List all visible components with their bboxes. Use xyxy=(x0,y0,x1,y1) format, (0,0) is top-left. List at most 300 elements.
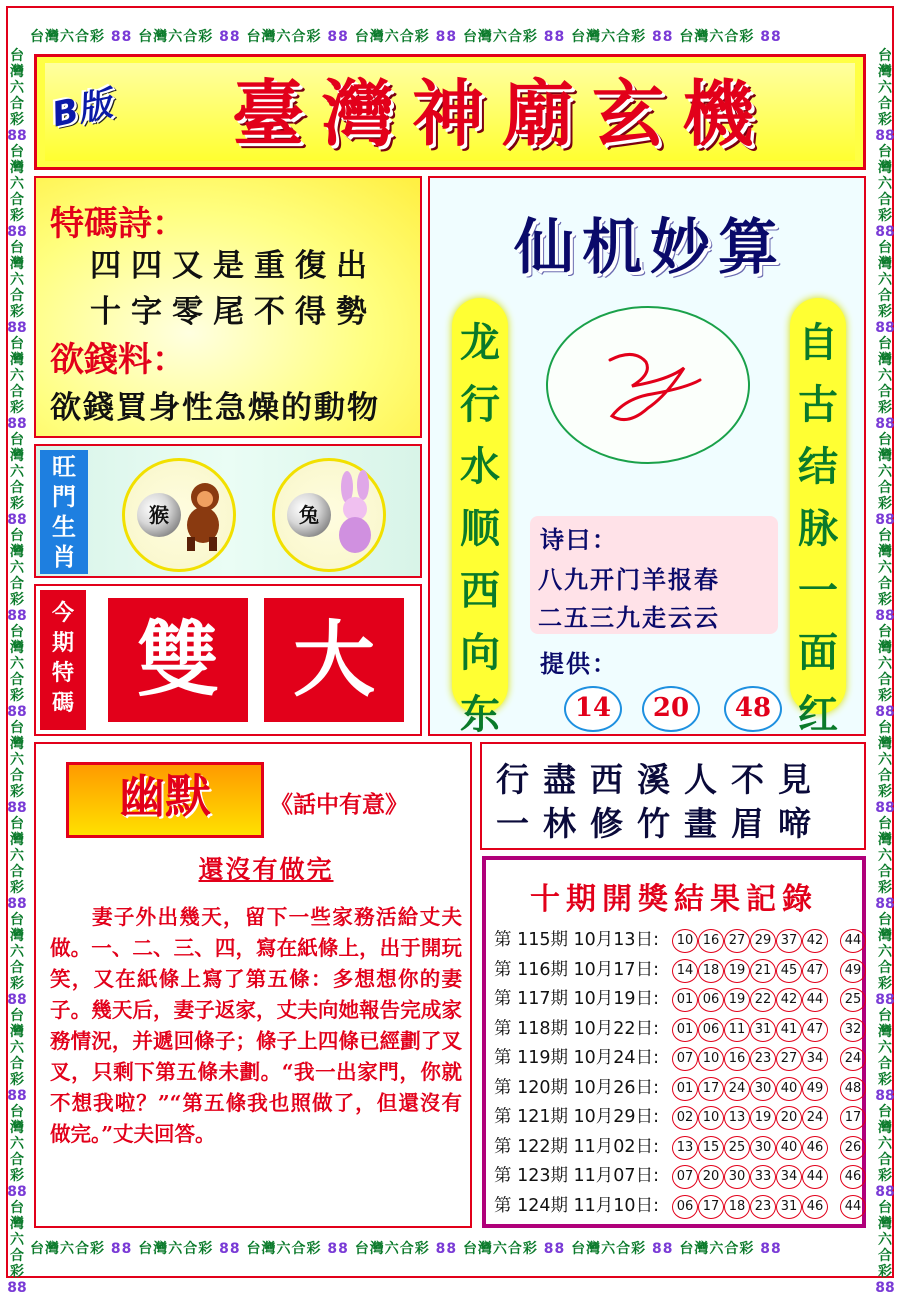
border-char: 彩 xyxy=(878,112,892,128)
results-number: 06 xyxy=(698,1018,724,1042)
results-row-label: 第 115期 10月13日: xyxy=(494,930,659,950)
results-number: 11 xyxy=(724,1018,750,1042)
results-number: 46 xyxy=(802,1136,828,1160)
verse-line: 行盡西溪人不見 xyxy=(496,760,825,799)
border-char: 合 xyxy=(10,672,24,688)
border-separator: 88 xyxy=(7,800,27,816)
special-poem-panel xyxy=(34,176,422,438)
border-char: 台 xyxy=(878,528,892,544)
border-char: 合 xyxy=(10,1056,24,1072)
border-char: 合 xyxy=(10,768,24,784)
humor-subtitle: 《話中有意》 xyxy=(270,791,408,818)
results-row xyxy=(494,926,860,954)
results-title: 十期開獎結果記錄 xyxy=(530,882,818,917)
border-char: 灣 xyxy=(10,352,24,368)
border-char: 合 xyxy=(10,384,24,400)
border-char: 彩 xyxy=(878,976,892,992)
border-char: 合 xyxy=(878,384,892,400)
border-char: 台 xyxy=(10,48,24,64)
border-char: 六 xyxy=(10,752,24,768)
border-char: 六 xyxy=(10,560,24,576)
results-number: 23 xyxy=(750,1047,776,1071)
results-number: 33 xyxy=(750,1165,776,1189)
border-char: 合 xyxy=(878,576,892,592)
border-separator: 88 xyxy=(875,416,895,432)
border-char: 灣 xyxy=(10,1024,24,1040)
results-number: 27 xyxy=(776,1047,802,1071)
humor-body: 妻子外出幾天，留下一些家務活給丈夫做。一、二、三、四，寫在紙條上，出于開玩笑，又在紙條上寫了第五條：多想想你的妻子。幾天后，妻子返家，丈夫向她報告完成家務情況，并遞回條子；條子上四條已經劃了叉叉，只剩下第五條未劃。“我一出家門，你就不想我啦？”“第五條我也照做了，但還沒有做完。”丈夫回答。 xyxy=(50,905,462,1146)
border-strip-top xyxy=(30,26,872,48)
border-char: 六 xyxy=(10,176,24,192)
border-char: 合 xyxy=(878,768,892,784)
results-special-number: 46 xyxy=(840,1165,866,1189)
border-text: 台灣六合彩 xyxy=(462,29,538,45)
border-separator: 88 xyxy=(537,29,572,45)
border-separator: 88 xyxy=(7,896,27,912)
results-number: 10 xyxy=(698,1047,724,1071)
border-char: 台 xyxy=(10,1104,24,1120)
border-char: 灣 xyxy=(10,160,24,176)
border-separator: 88 xyxy=(754,29,782,45)
results-number: 18 xyxy=(698,959,724,983)
border-separator: 88 xyxy=(875,704,895,720)
border-char: 台 xyxy=(878,240,892,256)
special-code-label: 今 期 特 碼 xyxy=(40,590,86,730)
border-separator: 88 xyxy=(7,992,27,1008)
oracle-poem-line: 二五三九走云云 xyxy=(538,604,720,632)
border-separator: 88 xyxy=(105,1241,139,1257)
border-char: 彩 xyxy=(878,400,892,416)
border-separator: 88 xyxy=(875,224,895,240)
border-separator: 88 xyxy=(7,1184,27,1200)
border-char: 合 xyxy=(878,864,892,880)
border-char: 六 xyxy=(878,272,892,288)
border-separator: 88 xyxy=(213,29,247,45)
border-separator: 88 xyxy=(7,128,27,144)
results-number: 40 xyxy=(776,1136,802,1160)
border-char: 灣 xyxy=(10,256,24,272)
border-char: 灣 xyxy=(878,640,892,656)
border-separator: 88 xyxy=(7,608,27,624)
border-separator: 88 xyxy=(875,992,895,1008)
results-number: 24 xyxy=(802,1106,828,1130)
border-text: 台灣六合彩 xyxy=(138,1241,214,1257)
border-text: 台灣六合彩 xyxy=(354,1241,430,1257)
border-char: 合 xyxy=(10,1152,24,1168)
border-char: 合 xyxy=(878,288,892,304)
border-char: 彩 xyxy=(10,592,24,608)
results-row-label: 第 120期 10月26日: xyxy=(494,1077,659,1098)
border-text: 台灣六合彩 xyxy=(679,29,755,45)
border-char: 灣 xyxy=(10,832,24,848)
border-strip-right xyxy=(874,48,896,1296)
results-number: 34 xyxy=(802,1047,828,1071)
border-char: 彩 xyxy=(878,496,892,512)
results-number: 07 xyxy=(672,1165,698,1189)
border-separator: 88 xyxy=(105,29,139,45)
border-separator: 88 xyxy=(754,1241,782,1257)
results-number: 06 xyxy=(672,1195,698,1219)
results-number: 06 xyxy=(698,988,724,1012)
border-char: 六 xyxy=(10,1232,24,1248)
results-row-label: 第 122期 11月02日: xyxy=(494,1136,659,1157)
results-number: 31 xyxy=(750,1018,776,1042)
results-number: 02 xyxy=(672,1106,698,1130)
border-char: 灣 xyxy=(878,1024,892,1040)
border-char: 六 xyxy=(878,1040,892,1056)
results-row xyxy=(494,985,860,1013)
results-special-number: 44 xyxy=(840,929,866,953)
border-char: 合 xyxy=(10,288,24,304)
border-separator: 88 xyxy=(7,704,27,720)
oracle-poem-line: 八九开门羊报春 xyxy=(538,566,720,594)
border-separator: 88 xyxy=(7,1088,27,1104)
results-special-number: 26 xyxy=(840,1136,866,1160)
border-char: 彩 xyxy=(10,400,24,416)
special-code-panel xyxy=(34,584,422,736)
results-panel xyxy=(482,856,866,1228)
border-separator: 88 xyxy=(321,1241,355,1257)
border-text: 台灣六合彩 xyxy=(138,29,214,45)
border-char: 灣 xyxy=(878,544,892,560)
border-char: 彩 xyxy=(878,1168,892,1184)
border-char: 合 xyxy=(878,1152,892,1168)
results-row xyxy=(494,956,860,984)
results-number: 47 xyxy=(802,1018,828,1042)
results-number: 45 xyxy=(776,959,802,983)
results-special-number: 25 xyxy=(840,988,866,1012)
money-text: 欲錢買身性急燥的動物 xyxy=(50,390,380,426)
border-separator: 88 xyxy=(875,128,895,144)
border-char: 台 xyxy=(878,912,892,928)
zodiac-rabbit xyxy=(272,458,386,572)
zodiac-ball: 猴 xyxy=(137,493,181,537)
border-char: 六 xyxy=(10,464,24,480)
results-row xyxy=(494,1133,860,1161)
border-char: 台 xyxy=(10,720,24,736)
humor-badge: 幽默 xyxy=(66,762,264,838)
results-number: 22 xyxy=(750,988,776,1012)
results-number: 47 xyxy=(802,959,828,983)
border-separator: 88 xyxy=(646,29,680,45)
border-separator: 88 xyxy=(875,608,895,624)
results-number: 34 xyxy=(776,1165,802,1189)
border-char: 台 xyxy=(878,48,892,64)
border-char: 合 xyxy=(878,480,892,496)
results-number: 27 xyxy=(724,929,750,953)
border-char: 彩 xyxy=(10,880,24,896)
special-code-value: 大 xyxy=(264,598,404,722)
results-number: 49 xyxy=(802,1077,828,1101)
left-capsule: 龙 行 水 顺 西 向 东 xyxy=(452,298,508,714)
results-number: 16 xyxy=(724,1047,750,1071)
border-text: 台灣六合彩 xyxy=(30,1241,105,1257)
border-char: 六 xyxy=(878,656,892,672)
border-char: 灣 xyxy=(10,544,24,560)
results-number: 17 xyxy=(698,1195,724,1219)
border-char: 台 xyxy=(10,528,24,544)
header-banner xyxy=(34,54,866,170)
border-char: 灣 xyxy=(878,832,892,848)
border-char: 彩 xyxy=(10,496,24,512)
results-number: 18 xyxy=(724,1195,750,1219)
border-char: 彩 xyxy=(10,304,24,320)
border-char: 台 xyxy=(10,336,24,352)
results-number: 13 xyxy=(672,1136,698,1160)
results-special-number: 48 xyxy=(840,1077,866,1101)
results-row xyxy=(494,1162,860,1190)
results-row xyxy=(494,1103,860,1131)
border-separator: 88 xyxy=(646,1241,680,1257)
border-separator: 88 xyxy=(875,320,895,336)
oracle-number: 14 xyxy=(564,686,622,732)
border-char: 彩 xyxy=(878,208,892,224)
special-code-value: 雙 xyxy=(108,598,248,722)
border-char: 彩 xyxy=(10,976,24,992)
results-row-label: 第 123期 11月07日: xyxy=(494,1166,659,1186)
results-number: 21 xyxy=(750,959,776,983)
border-char: 六 xyxy=(10,944,24,960)
border-char: 六 xyxy=(878,944,892,960)
border-char: 台 xyxy=(878,816,892,832)
results-number: 30 xyxy=(750,1136,776,1160)
border-strip-left xyxy=(6,48,28,1296)
results-number: 15 xyxy=(698,1136,724,1160)
edition-badge: B版 xyxy=(48,83,116,136)
border-char: 合 xyxy=(10,576,24,592)
border-char: 六 xyxy=(878,1232,892,1248)
border-char: 台 xyxy=(10,1008,24,1024)
border-char: 彩 xyxy=(10,784,24,800)
border-text: 台灣六合彩 xyxy=(246,29,322,45)
border-text: 台灣六合彩 xyxy=(30,29,105,45)
results-number: 01 xyxy=(672,1018,698,1042)
border-char: 台 xyxy=(878,720,892,736)
results-row xyxy=(494,1074,860,1102)
verse-line: 一林修竹畫眉啼 xyxy=(496,804,825,843)
border-char: 彩 xyxy=(878,784,892,800)
results-row xyxy=(494,1044,860,1072)
zodiac-ball: 兔 xyxy=(287,493,331,537)
oracle-number: 20 xyxy=(642,686,700,732)
border-char: 合 xyxy=(878,1056,892,1072)
border-char: 台 xyxy=(878,1008,892,1024)
border-text: 台灣六合彩 xyxy=(246,1241,322,1257)
special-poem-line: 十字零尾不得勢 xyxy=(90,294,377,330)
border-text: 台灣六合彩 xyxy=(571,1241,647,1257)
border-separator: 88 xyxy=(7,1280,27,1296)
border-char: 彩 xyxy=(878,304,892,320)
border-char: 六 xyxy=(10,80,24,96)
results-row-label: 第 121期 10月29日: xyxy=(494,1107,659,1127)
oracle-circle xyxy=(546,306,750,464)
results-row-label: 第 118期 10月22日: xyxy=(494,1018,659,1039)
oracle-panel xyxy=(428,176,866,736)
border-char: 台 xyxy=(10,912,24,928)
border-char: 台 xyxy=(10,816,24,832)
border-char: 灣 xyxy=(878,1120,892,1136)
oracle-number: 48 xyxy=(724,686,782,732)
rabbit-icon xyxy=(329,471,379,557)
scribble-icon xyxy=(548,308,748,462)
border-char: 六 xyxy=(878,1136,892,1152)
border-char: 合 xyxy=(878,960,892,976)
page-title: 臺灣神廟玄機 xyxy=(231,71,772,156)
results-number: 37 xyxy=(776,929,802,953)
border-char: 合 xyxy=(10,96,24,112)
border-char: 六 xyxy=(878,464,892,480)
border-char: 台 xyxy=(10,432,24,448)
border-char: 六 xyxy=(878,560,892,576)
lucky-zodiac-panel xyxy=(34,444,422,578)
border-char: 合 xyxy=(10,864,24,880)
border-char: 彩 xyxy=(878,1264,892,1280)
results-number: 19 xyxy=(724,959,750,983)
border-char: 六 xyxy=(878,80,892,96)
border-char: 彩 xyxy=(878,592,892,608)
border-char: 合 xyxy=(10,192,24,208)
results-number: 25 xyxy=(724,1136,750,1160)
border-char: 台 xyxy=(878,336,892,352)
results-number: 20 xyxy=(698,1165,724,1189)
border-char: 灣 xyxy=(878,352,892,368)
border-separator: 88 xyxy=(321,29,355,45)
results-row-label: 第 124期 11月10日: xyxy=(494,1195,659,1216)
border-char: 灣 xyxy=(878,1216,892,1232)
border-char: 台 xyxy=(878,624,892,640)
border-char: 彩 xyxy=(878,1072,892,1088)
monkey-icon xyxy=(179,479,229,553)
special-poem-label: 特碼詩： xyxy=(50,204,186,244)
results-number: 17 xyxy=(698,1077,724,1101)
special-poem-line: 四四又是重復出 xyxy=(90,248,377,284)
border-char: 合 xyxy=(878,192,892,208)
border-char: 台 xyxy=(10,144,24,160)
border-char: 六 xyxy=(10,1040,24,1056)
border-char: 台 xyxy=(10,624,24,640)
results-number: 10 xyxy=(672,929,698,953)
lucky-zodiac-label: 旺 門 生 肖 xyxy=(40,450,88,574)
results-number: 16 xyxy=(698,929,724,953)
results-number: 42 xyxy=(776,988,802,1012)
results-number: 20 xyxy=(776,1106,802,1130)
border-text: 台灣六合彩 xyxy=(679,1241,755,1257)
border-char: 合 xyxy=(878,96,892,112)
border-separator: 88 xyxy=(429,29,463,45)
border-separator: 88 xyxy=(875,1280,895,1296)
border-strip-bottom xyxy=(30,1238,872,1260)
border-char: 合 xyxy=(10,480,24,496)
border-char: 台 xyxy=(10,1200,24,1216)
results-special-number: 44 xyxy=(840,1195,866,1219)
results-special-number: 17 xyxy=(840,1106,866,1130)
border-char: 六 xyxy=(878,848,892,864)
right-capsule: 自 古 结 脉 一 面 红 xyxy=(790,298,846,714)
results-number: 13 xyxy=(724,1106,750,1130)
results-number: 41 xyxy=(776,1018,802,1042)
border-char: 灣 xyxy=(878,448,892,464)
border-separator: 88 xyxy=(7,512,27,528)
border-separator: 88 xyxy=(875,1088,895,1104)
border-separator: 88 xyxy=(213,1241,247,1257)
oracle-title: 仙机妙算 xyxy=(514,213,786,283)
results-number: 01 xyxy=(672,988,698,1012)
border-char: 六 xyxy=(878,176,892,192)
border-char: 彩 xyxy=(10,208,24,224)
border-char: 合 xyxy=(10,1248,24,1264)
border-char: 六 xyxy=(10,848,24,864)
border-char: 台 xyxy=(878,1200,892,1216)
border-char: 灣 xyxy=(10,928,24,944)
results-number: 30 xyxy=(750,1077,776,1101)
border-char: 灣 xyxy=(878,928,892,944)
results-number: 07 xyxy=(672,1047,698,1071)
results-number: 42 xyxy=(802,929,828,953)
border-char: 六 xyxy=(878,752,892,768)
border-char: 灣 xyxy=(878,64,892,80)
results-number: 44 xyxy=(802,988,828,1012)
border-char: 六 xyxy=(10,1136,24,1152)
border-separator: 88 xyxy=(875,896,895,912)
border-char: 台 xyxy=(10,240,24,256)
border-char: 台 xyxy=(878,1104,892,1120)
border-char: 灣 xyxy=(10,1216,24,1232)
border-char: 灣 xyxy=(10,640,24,656)
border-char: 彩 xyxy=(878,688,892,704)
border-char: 灣 xyxy=(10,448,24,464)
border-char: 六 xyxy=(10,656,24,672)
results-number: 19 xyxy=(724,988,750,1012)
border-char: 六 xyxy=(10,272,24,288)
results-row xyxy=(494,1015,860,1043)
results-number: 46 xyxy=(802,1195,828,1219)
border-char: 灣 xyxy=(10,64,24,80)
oracle-poem-label: 诗曰： xyxy=(540,526,618,554)
results-number: 29 xyxy=(750,929,776,953)
humor-title: 還沒有做完 xyxy=(198,855,334,884)
border-separator: 88 xyxy=(537,1241,572,1257)
money-label: 欲錢料： xyxy=(50,340,186,380)
border-char: 彩 xyxy=(10,688,24,704)
border-separator: 88 xyxy=(7,224,27,240)
border-char: 彩 xyxy=(10,1264,24,1280)
results-number: 30 xyxy=(724,1165,750,1189)
results-special-number: 49 xyxy=(840,959,866,983)
border-char: 合 xyxy=(878,672,892,688)
zodiac-monkey xyxy=(122,458,236,572)
border-separator: 88 xyxy=(7,416,27,432)
results-row-label: 第 119期 10月24日: xyxy=(494,1048,659,1068)
border-char: 台 xyxy=(878,432,892,448)
results-number: 10 xyxy=(698,1106,724,1130)
humor-panel xyxy=(34,742,472,1228)
border-char: 六 xyxy=(10,368,24,384)
border-separator: 88 xyxy=(429,1241,463,1257)
verse-panel xyxy=(480,742,866,850)
border-separator: 88 xyxy=(875,512,895,528)
results-row-label: 第 116期 10月17日: xyxy=(494,959,659,980)
results-number: 19 xyxy=(750,1106,776,1130)
border-char: 彩 xyxy=(10,1072,24,1088)
border-char: 六 xyxy=(878,368,892,384)
border-char: 彩 xyxy=(10,1168,24,1184)
results-number: 23 xyxy=(750,1195,776,1219)
results-number: 14 xyxy=(672,959,698,983)
border-char: 灣 xyxy=(878,160,892,176)
results-special-number: 32 xyxy=(840,1018,866,1042)
border-char: 灣 xyxy=(10,1120,24,1136)
border-separator: 88 xyxy=(875,1184,895,1200)
